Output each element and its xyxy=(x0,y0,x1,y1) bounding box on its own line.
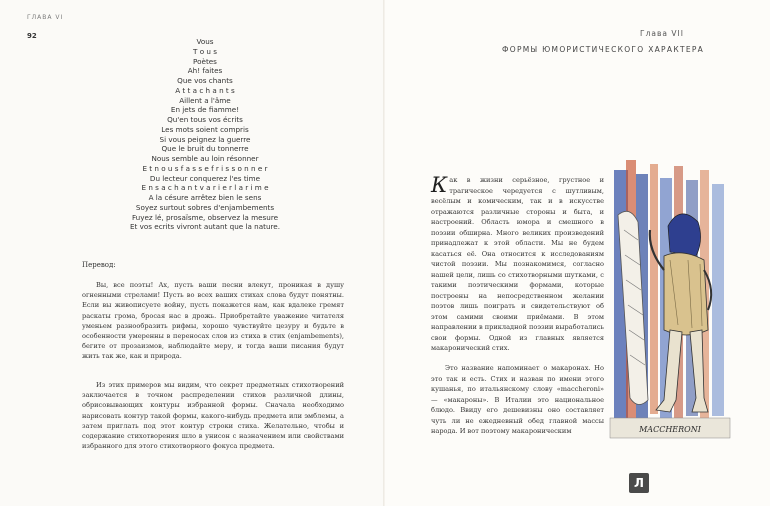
poem-line: A t t a c h a n t s xyxy=(175,85,235,95)
body-paragraph: Из этих примеров мы видим, что секрет предметных стихотворений заключается в точном распределении стихов различной длины, обрисовывающих контуры избранной формы. Сначала необходимо нарисовать контур такой формы, какого-нибудь предмета или эмблемы, а затем приглать под этот контур строки стиха. Желательно, чтобы и содержание стихотворения шло в унисон с назначением или свойствами избранного для этого стихотворного фокуса предмета. xyxy=(82,381,344,451)
poem-line: Que vos chants xyxy=(177,76,233,85)
poem-line: T o u s xyxy=(193,46,217,56)
translation-paragraph: Вы, все поэты! Ах, пусть ваши песни влекут, проникая в душу огненными стрелами! Пусть во всех ваших стихах слова будут понятны. Если вы живописуете войну, пусть покажется нам, как вдалеке гремят раскаты грома, бросая нас в дрожь. Приобретайте уважение читателя уменьем разнообразить рифмы, хорошо чувствуйте цезуру и будьте в особенности умеренны в переносах слов из стиха в стих (enjambements), бегите от прозаизмов, наблюдайте меру, и тогда ваши писания будут жить так же, как и природа. xyxy=(82,281,344,361)
poem-line: Nous semble au loin résonner xyxy=(151,154,259,163)
poem-line: E n s a c h a n t v a r i e r l a r i m e xyxy=(141,183,269,193)
page-number: 92 xyxy=(27,32,37,40)
left-page xyxy=(0,0,384,506)
intro-text: ак в жизни серьёзное, грустное и трагическое чередуется с шутливым, весёлым и комическим, так и в искусстве отражаются различные стороны и быта, и настроений. Область юмора и смешного в поэзии обширна. Много великих произведений принадлежат к этой области. Мы не будем касаться её. Она относится к исследованиям чистой поэзии. Мы познакомимся, согласно нашей цели, лишь со стихотворными шутками, с такими поэтическими формами, которые построены на непосредственном желании поэтов лишь поиграть и свидетельствуют об этом самими своими приёмами. В этом направлении в прикладной поэзии выработались свои формы. Одной из главных является макаронический стих. xyxy=(431,176,604,352)
macaroni-eater-illustration xyxy=(608,160,732,440)
chapter-title: ФОРМЫ ЮМОРИСТИЧЕСКОГО ХАРАКТЕРА xyxy=(502,45,705,54)
poem-line: Poètes xyxy=(193,56,217,66)
poem-line: Aillent a l'âme xyxy=(179,95,231,105)
illustration-caption: MACCHERONI xyxy=(639,425,701,434)
drop-cap: К xyxy=(431,173,448,197)
shaped-poem xyxy=(80,37,330,232)
poem-line: Les mots soient compris xyxy=(161,124,249,134)
poem-line: Que le bruit du tonnerre xyxy=(161,144,249,154)
poem-line: En jets de fiamme! xyxy=(170,105,240,115)
poem-line: E t n o u s f a s s e f r i s s o n n e r xyxy=(142,163,268,173)
poem-line: A la césure arrêtez bien le sens xyxy=(148,193,262,202)
translation-label: Перевод: xyxy=(82,261,116,269)
poem-line: Qu'en tous vos écrits xyxy=(167,115,243,124)
poem-line: Ah! faites xyxy=(187,66,223,76)
poem-line: Et vos ecrits vivront autant que la nature. xyxy=(129,222,281,232)
poem-line: Si vous peignez la guerre xyxy=(159,134,251,144)
poem-line: Vous xyxy=(196,37,214,46)
poem-line: Fuyez lé, prosaïsme, observez la mesure xyxy=(131,212,279,222)
body-paragraph-right: Это название напоминает о макаронах. Но это так и есть. Стих и назван по имени этого кушанья, по итальянскому слову «maccheroni» — «макароны». В Италии это национальное блюдо. Ввиду его дешевизны оно составляет чуть ли не ежедневный обед главной массы народа. И вот поэтому макароническим xyxy=(431,364,604,435)
labirint-logo-icon: Л xyxy=(629,473,649,493)
running-head: ГЛАВА VI xyxy=(27,14,64,21)
chapter-number: Глава VII xyxy=(640,29,684,38)
poem-line: Du lecteur conquerez l'es time xyxy=(149,173,261,183)
poem-line: Soyez surtout sobres d'enjambements xyxy=(135,202,275,212)
chapter-intro-paragraph xyxy=(431,175,604,354)
